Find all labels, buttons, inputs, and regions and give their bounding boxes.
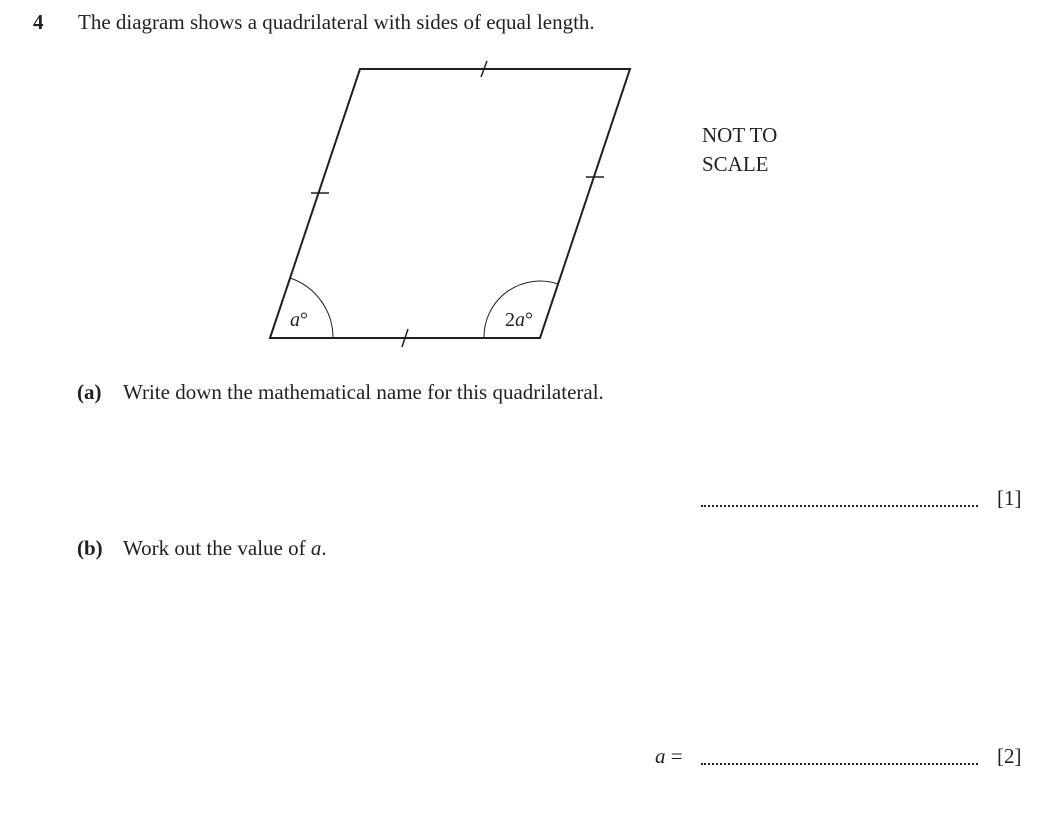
part-b-text-before: Work out the value of — [123, 536, 311, 560]
part-b-text-var: a — [310, 536, 322, 560]
not-to-scale-note — [702, 121, 777, 179]
part-a-label: (a) — [77, 380, 102, 404]
part-b-label: (b) — [77, 536, 103, 560]
answer-line-a[interactable] — [701, 505, 978, 507]
part-b-text — [123, 536, 327, 561]
angle-label-left: a° — [290, 309, 308, 331]
rhombus-diagram — [250, 55, 650, 355]
part-b-text-after: . — [321, 536, 327, 560]
answer-b-var: a — [655, 744, 666, 768]
angle-label-right: 2a° — [505, 309, 533, 331]
note-line-1: NOT TO — [702, 123, 778, 147]
question-text: The diagram shows a quadrilateral with sides of equal length. — [78, 10, 595, 34]
marks-b: [2] — [997, 744, 1022, 768]
note-line-2: SCALE — [702, 152, 769, 176]
part-a-text: Write down the mathematical name for this quadrilateral. — [123, 380, 604, 404]
answer-b-equals: = — [665, 744, 683, 768]
marks-a: [1] — [997, 486, 1022, 510]
answer-line-b[interactable] — [701, 763, 978, 765]
answer-b-prefix — [655, 744, 683, 769]
question-number: 4 — [33, 10, 44, 34]
rhombus-shape — [270, 69, 630, 338]
